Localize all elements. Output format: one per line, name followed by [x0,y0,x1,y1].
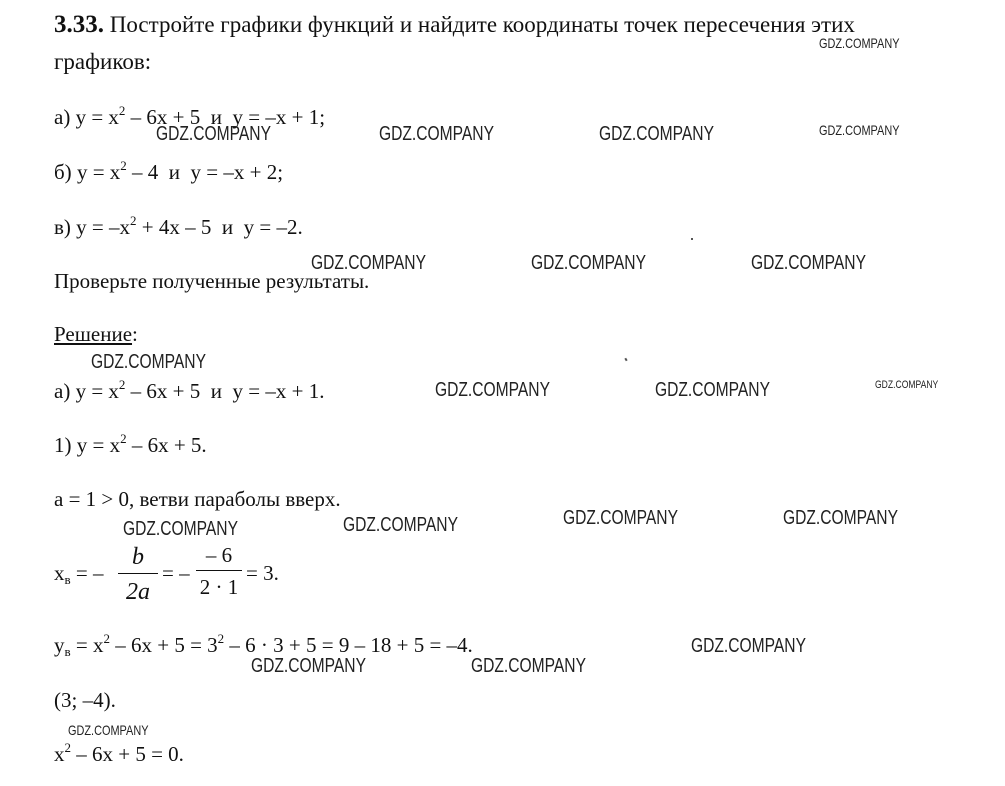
item-label: а) [54,105,71,129]
formula-part: y = x [75,379,119,403]
watermark: GDZ.COMPANY [435,379,550,401]
watermark: GDZ.COMPANY [156,123,271,145]
item-label: в) [54,215,71,239]
vertex-text: (3; –4). [54,688,116,712]
problem-text-line1: Постройте графики функций и найдите координаты точек пересечения этих [109,12,855,37]
formula-part: y = –x + 2; [190,160,284,184]
scan-speck [691,238,693,240]
exponent: 2 [120,431,127,446]
solution-xv-result [246,563,279,584]
formula-part: y = x [76,160,121,184]
formula-part: – 6 · 3 + 5 = 9 – 18 + 5 = –4. [224,633,473,657]
watermark: GDZ.COMPANY [655,379,770,401]
conjunction: и [221,215,234,239]
fraction-denominator: 2a [126,579,150,605]
solution-vertex [54,690,116,711]
xv-eq2: = – [162,561,190,585]
watermark: GDZ.COMPANY [783,507,898,529]
watermark: GDZ.COMPANY [68,722,149,738]
solution-branches [54,489,341,510]
heading-colon: : [132,322,138,346]
fraction-b-over-2a [118,545,158,604]
solution-heading [54,324,138,345]
formula-part: + 4x – 5 [136,215,212,239]
watermark: GDZ.COMPANY [91,351,206,373]
formula-part: = x [75,633,104,657]
problem-item-b [54,158,284,184]
problem-title-line [54,12,855,37]
fraction-bar [118,573,158,574]
formula-part: x [54,742,65,766]
yv-subscript: в [64,644,71,659]
watermark: GDZ.COMPANY [691,635,806,657]
watermark: GDZ.COMPANY [875,379,939,391]
watermark: GDZ.COMPANY [819,35,900,51]
exponent: 2 [130,213,137,228]
watermark: GDZ.COMPANY [343,514,458,536]
formula-part: – 6x + 5 = 0. [71,742,184,766]
problem-text-line2 [54,50,151,73]
watermark: GDZ.COMPANY [599,123,714,145]
watermark: GDZ.COMPANY [531,252,646,274]
watermark: GDZ.COMPANY [251,655,366,677]
fraction-minus6-over-2x1 [196,545,242,598]
solution-heading-text: Решение [54,322,133,346]
fraction-numerator: b [132,544,144,570]
formula-part: y = –2. [243,215,303,239]
watermark: GDZ.COMPANY [563,507,678,529]
formula-part: y = –x + 1. [232,379,325,403]
formula-part: y = –x [76,215,131,239]
check-text: Проверьте полученные результаты. [54,269,370,293]
branches-text: a = 1 > 0, ветви параболы вверх. [54,487,341,511]
xv-var: x [54,561,65,585]
fraction-numerator: – 6 [205,543,233,567]
exponent: 2 [64,740,71,755]
problem-check [54,271,369,292]
watermark: GDZ.COMPANY [471,655,586,677]
scan-speck [624,358,627,362]
xv-result: = 3. [246,561,279,585]
xv-subscript: в [64,572,71,587]
exponent: 2 [120,158,127,173]
item-label: б) [54,160,72,184]
exponent: 2 [118,377,126,392]
problem-number: 3.33. [54,11,104,38]
watermark: GDZ.COMPANY [123,518,238,540]
formula-part: – 6x + 5 [125,105,201,129]
yv-var: y [54,633,65,657]
exponent: 2 [217,631,225,646]
solution-xv-start [54,561,104,587]
exponent: 2 [103,631,110,646]
formula-part: y = –x + 1; [232,105,326,129]
solution-xv-eq2 [162,563,190,584]
solution-yv [54,631,473,659]
watermark: GDZ.COMPANY [379,123,494,145]
watermark: GDZ.COMPANY [751,252,866,274]
formula-part: – 4 [126,160,159,184]
problem-text-line2-text: графиков: [54,49,152,74]
formula-part: – 6x + 5. [126,433,207,457]
problem-item-c [54,213,303,239]
watermark: GDZ.COMPANY [819,122,900,138]
formula-part: y = x [75,105,119,129]
formula-part: – 6x + 5 = 3 [109,633,218,657]
xv-eq1: = – [75,561,104,585]
formula-part: 1) y = x [54,433,121,457]
conjunction: и [210,105,223,129]
fraction-denominator: 2 · 1 [199,575,239,599]
solution-item-a [54,377,325,403]
solution-equation [54,740,184,766]
item-label: а) [54,379,71,403]
exponent: 2 [118,103,126,118]
conjunction: и [210,379,223,403]
solution-step1 [54,431,207,457]
watermark: GDZ.COMPANY [311,252,426,274]
formula-part: – 6x + 5 [125,379,201,403]
conjunction: и [168,160,181,184]
fraction-bar [196,570,242,571]
